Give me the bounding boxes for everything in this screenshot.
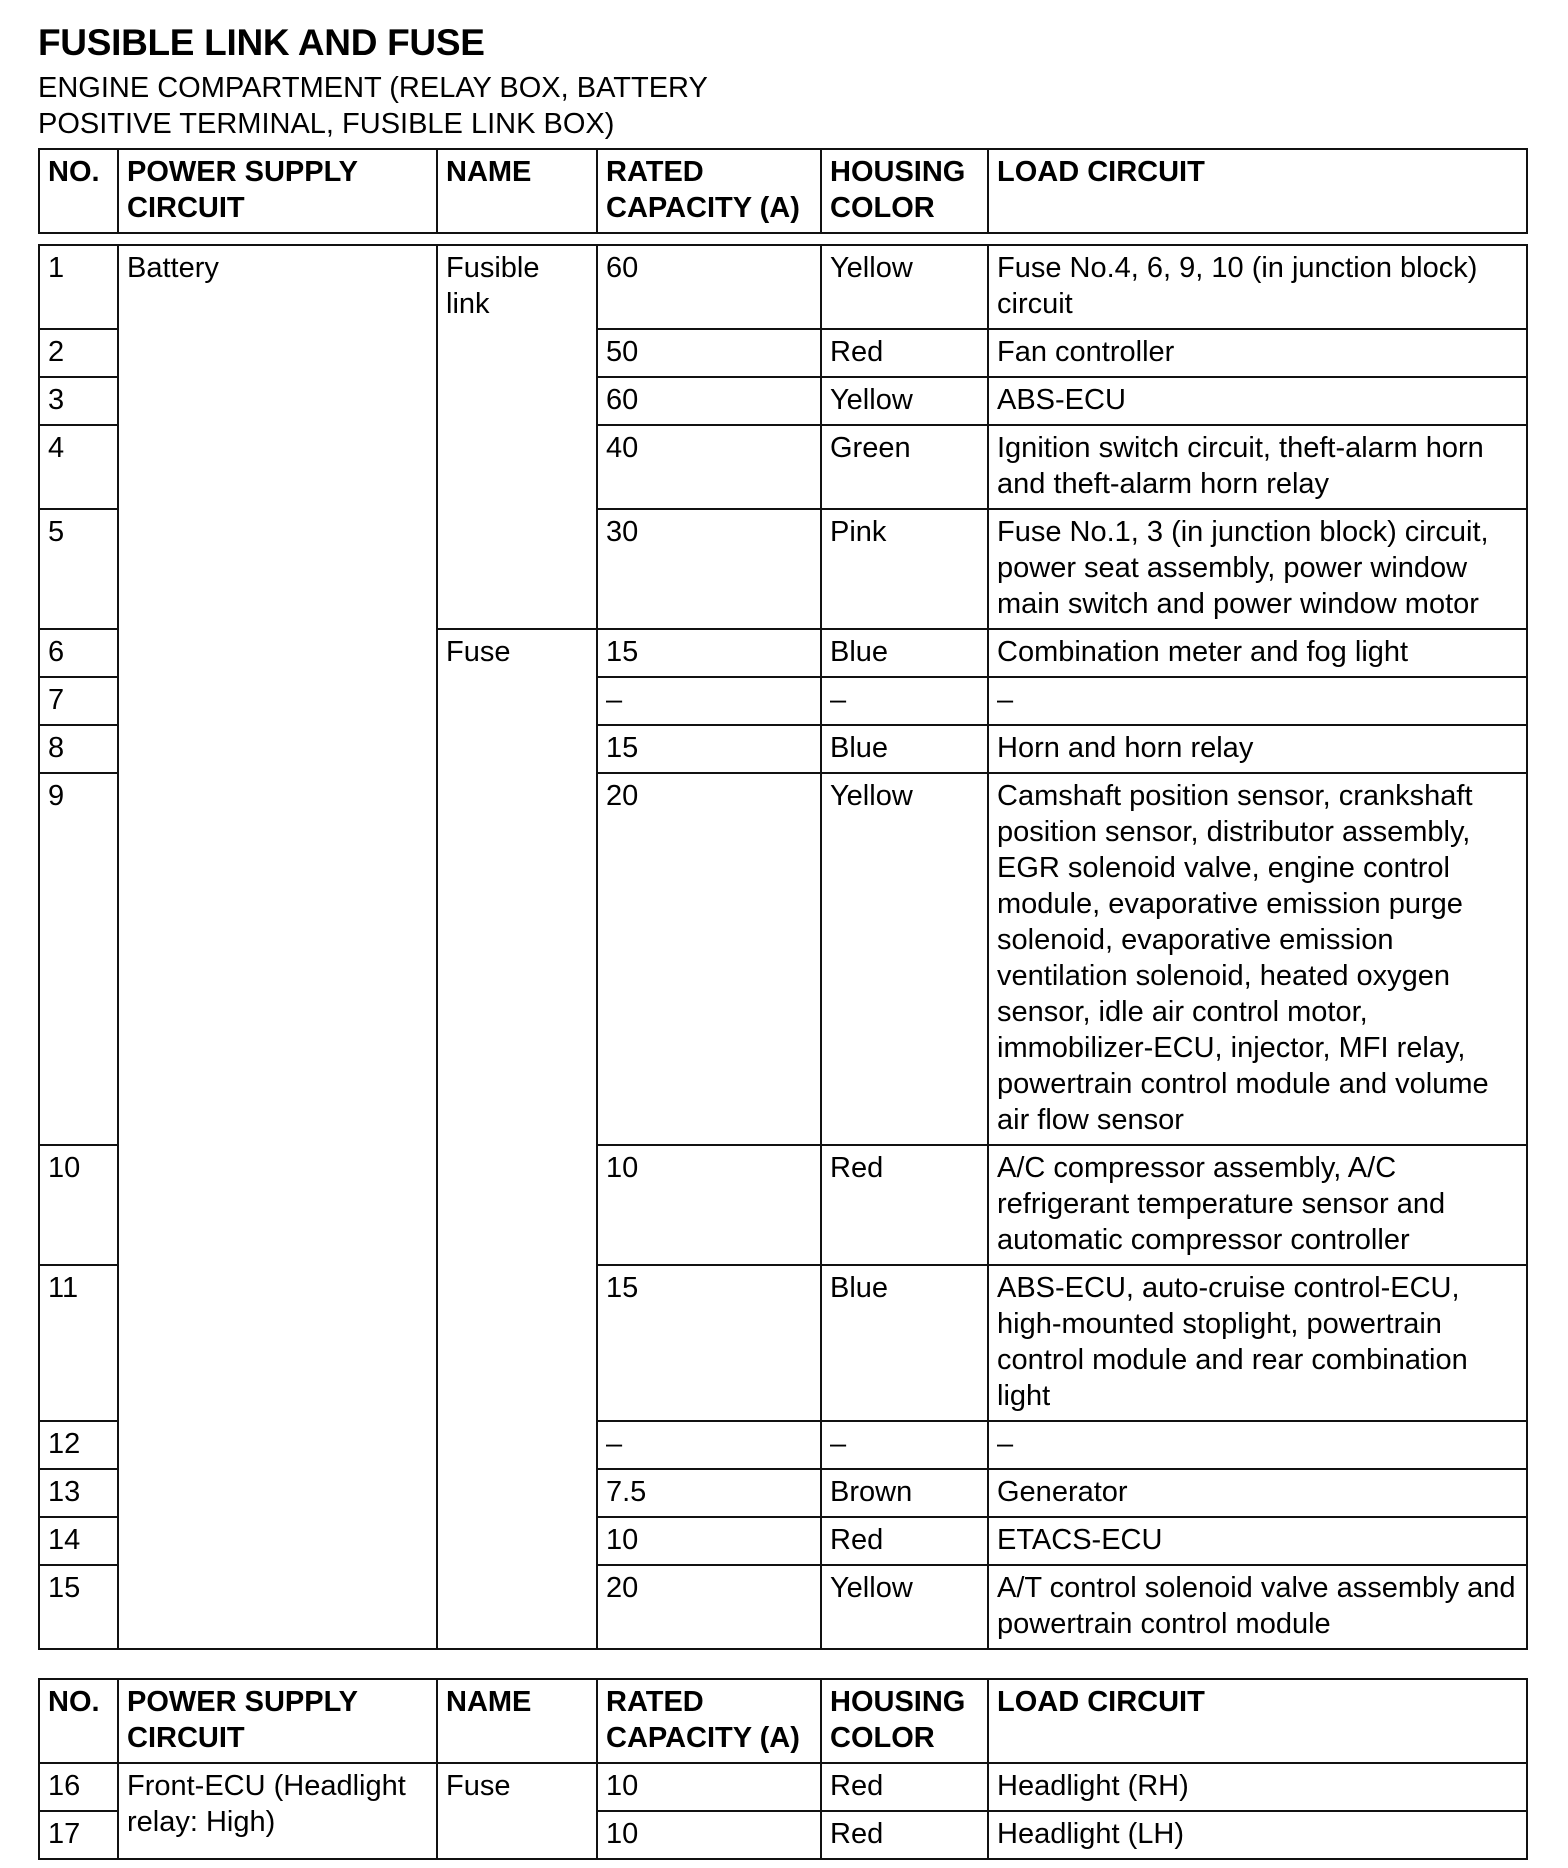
row-capacity: 60 bbox=[597, 377, 821, 425]
row-load: Fan controller bbox=[988, 329, 1527, 377]
row-load: Headlight (RH) bbox=[988, 1763, 1527, 1811]
row-capacity: 30 bbox=[597, 509, 821, 629]
row-capacity: 15 bbox=[597, 725, 821, 773]
row-load: Generator bbox=[988, 1469, 1527, 1517]
header-power-supply: POWER SUPPLY CIRCUIT bbox=[118, 149, 437, 233]
row-no: 4 bbox=[39, 425, 118, 509]
table-header-row bbox=[39, 149, 1527, 233]
row-no: 14 bbox=[39, 1517, 118, 1565]
row-color: Red bbox=[821, 1763, 988, 1811]
name-cell-fusible-link: Fusible link bbox=[437, 245, 597, 629]
row-no: 1 bbox=[39, 245, 118, 329]
page-title: FUSIBLE LINK AND FUSE bbox=[38, 22, 485, 63]
row-color: – bbox=[821, 677, 988, 725]
row-no: 6 bbox=[39, 629, 118, 677]
row-no: 8 bbox=[39, 725, 118, 773]
row-capacity: – bbox=[597, 677, 821, 725]
header-rated-capacity: RATED CAPACITY (A) bbox=[597, 1679, 821, 1763]
row-color: – bbox=[821, 1421, 988, 1469]
header-power-supply: POWER SUPPLY CIRCUIT bbox=[118, 1679, 437, 1763]
row-color: Blue bbox=[821, 725, 988, 773]
row-no: 2 bbox=[39, 329, 118, 377]
row-no: 13 bbox=[39, 1469, 118, 1517]
header-load-circuit: LOAD CIRCUIT bbox=[988, 1679, 1527, 1763]
row-color: Red bbox=[821, 1517, 988, 1565]
row-capacity: 50 bbox=[597, 329, 821, 377]
header-no: NO. bbox=[39, 1679, 118, 1763]
header-name: NAME bbox=[437, 1679, 597, 1763]
subtitle-line-1: ENGINE COMPARTMENT (RELAY BOX, BATTERY bbox=[38, 72, 708, 104]
row-no: 12 bbox=[39, 1421, 118, 1469]
row-color: Yellow bbox=[821, 773, 988, 1145]
header-housing-color: HOUSING COLOR bbox=[821, 149, 988, 233]
header-rated-capacity: RATED CAPACITY (A) bbox=[597, 149, 821, 233]
row-capacity: 20 bbox=[597, 773, 821, 1145]
row-capacity: 20 bbox=[597, 1565, 821, 1649]
row-no: 17 bbox=[39, 1811, 118, 1859]
row-capacity: 10 bbox=[597, 1145, 821, 1265]
table-row bbox=[39, 245, 1527, 329]
row-color: Pink bbox=[821, 509, 988, 629]
row-color: Red bbox=[821, 1811, 988, 1859]
row-color: Yellow bbox=[821, 1565, 988, 1649]
row-load: – bbox=[988, 1421, 1527, 1469]
row-color: Red bbox=[821, 329, 988, 377]
row-no: 15 bbox=[39, 1565, 118, 1649]
row-color: Red bbox=[821, 1145, 988, 1265]
row-capacity: 7.5 bbox=[597, 1469, 821, 1517]
row-color: Green bbox=[821, 425, 988, 509]
row-no: 16 bbox=[39, 1763, 118, 1811]
header-load-circuit: LOAD CIRCUIT bbox=[988, 149, 1527, 233]
row-load: Combination meter and fog light bbox=[988, 629, 1527, 677]
row-color: Blue bbox=[821, 1265, 988, 1421]
row-load: Fuse No.4, 6, 9, 10 (in junction block) circuit bbox=[988, 245, 1527, 329]
row-color: Brown bbox=[821, 1469, 988, 1517]
row-capacity: 10 bbox=[597, 1811, 821, 1859]
row-no: 5 bbox=[39, 509, 118, 629]
row-capacity: 40 bbox=[597, 425, 821, 509]
row-load: ABS-ECU bbox=[988, 377, 1527, 425]
row-load: ETACS-ECU bbox=[988, 1517, 1527, 1565]
row-load: Fuse No.1, 3 (in junction block) circuit, power seat assembly, power window main switch and power window motor bbox=[988, 509, 1527, 629]
row-capacity: 10 bbox=[597, 1763, 821, 1811]
row-load: – bbox=[988, 677, 1527, 725]
row-capacity: 15 bbox=[597, 1265, 821, 1421]
row-no: 9 bbox=[39, 773, 118, 1145]
row-load: A/T control solenoid valve assembly and powertrain control module bbox=[988, 1565, 1527, 1649]
row-load: Camshaft position sensor, crankshaft position sensor, distributor assembly, EGR solenoid valve, engine control module, evaporative emission purge solenoid, evaporative emission ventilation solenoid, heated oxygen sensor, idle air control motor, immobilizer-ECU, injector, MFI relay, powertrain control module and volume air flow sensor bbox=[988, 773, 1527, 1145]
row-no: 10 bbox=[39, 1145, 118, 1265]
row-no: 3 bbox=[39, 377, 118, 425]
row-capacity: 15 bbox=[597, 629, 821, 677]
row-capacity: 60 bbox=[597, 245, 821, 329]
fuse-table-2 bbox=[38, 1678, 1528, 1860]
power-supply-cell: Battery bbox=[118, 245, 437, 1649]
row-capacity: 10 bbox=[597, 1517, 821, 1565]
row-color: Blue bbox=[821, 629, 988, 677]
row-load: Headlight (LH) bbox=[988, 1811, 1527, 1859]
row-load: Ignition switch circuit, theft-alarm horn and theft-alarm horn relay bbox=[988, 425, 1527, 509]
table-row bbox=[39, 1763, 1527, 1811]
header-no: NO. bbox=[39, 149, 118, 233]
row-color: Yellow bbox=[821, 245, 988, 329]
row-load: ABS-ECU, auto-cruise control-ECU, high-mounted stoplight, powertrain control module and rear combination light bbox=[988, 1265, 1527, 1421]
power-supply-cell: Front-ECU (Headlight relay: High) bbox=[118, 1763, 437, 1859]
row-load: Horn and horn relay bbox=[988, 725, 1527, 773]
name-cell-fuse: Fuse bbox=[437, 1763, 597, 1859]
name-cell-fuse: Fuse bbox=[437, 629, 597, 1649]
fuse-table-1 bbox=[38, 148, 1528, 1650]
subtitle-line-2: POSITIVE TERMINAL, FUSIBLE LINK BOX) bbox=[38, 108, 615, 140]
row-capacity: – bbox=[597, 1421, 821, 1469]
header-housing-color: HOUSING COLOR bbox=[821, 1679, 988, 1763]
row-load: A/C compressor assembly, A/C refrigerant temperature sensor and automatic compressor controller bbox=[988, 1145, 1527, 1265]
table-header-row bbox=[39, 1679, 1527, 1763]
row-no: 7 bbox=[39, 677, 118, 725]
header-name: NAME bbox=[437, 149, 597, 233]
row-color: Yellow bbox=[821, 377, 988, 425]
row-no: 11 bbox=[39, 1265, 118, 1421]
